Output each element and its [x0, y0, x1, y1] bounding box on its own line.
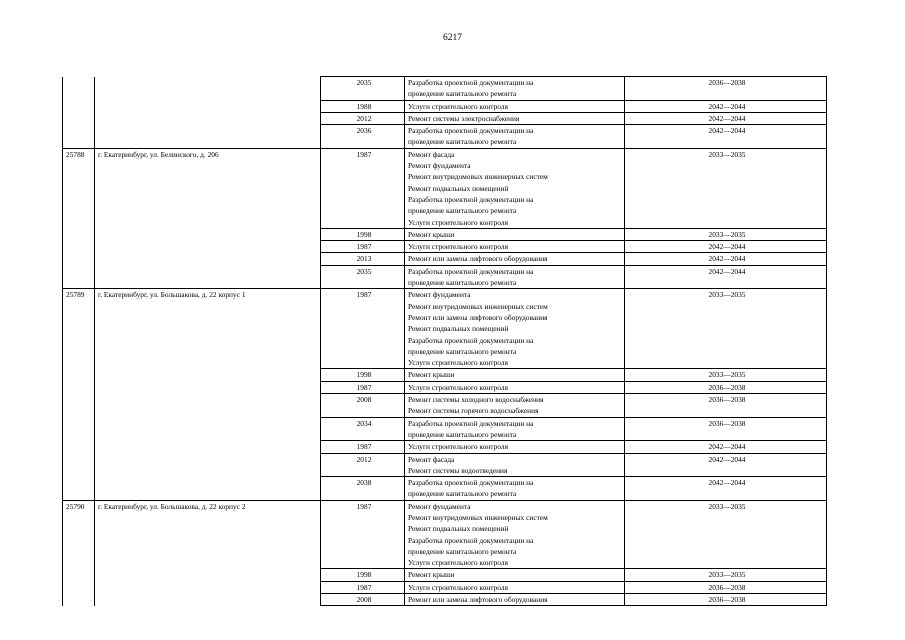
planned-period-cell: 2033—2035 [625, 369, 827, 381]
works-cell [405, 500, 625, 569]
year-cell: 1987 [321, 381, 405, 393]
work-item: Ремонт системы горячего водоснабжения [408, 406, 539, 416]
address-cell [95, 381, 321, 393]
year-cell: 1987 [321, 500, 405, 569]
work-item: Ремонт внутридомовых инженерных систем [408, 512, 548, 522]
work-item: Ремонт внутридомовых инженерных систем [408, 301, 548, 311]
year-cell: 2008 [321, 394, 405, 418]
year-cell: 2012 [321, 453, 405, 477]
work-item: проведение капитального ремонта [408, 206, 517, 216]
work-item: Услуги строительного контроля [408, 382, 508, 392]
house-id-cell [63, 253, 95, 265]
table-row [63, 369, 827, 381]
work-item: Разработка проектной документации на [408, 478, 534, 488]
house-id-cell [63, 112, 95, 124]
work-item: Разработка проектной документации на [408, 194, 534, 204]
house-id-cell [63, 594, 95, 606]
work-item: Ремонт фундамента [408, 501, 471, 511]
works-cell [405, 381, 625, 393]
planned-period-cell: 2033—2035 [625, 148, 827, 228]
address-cell [95, 594, 321, 606]
work-item: Ремонт подвальных помещений [408, 524, 509, 534]
works-cell [405, 100, 625, 112]
work-item: Ремонт подвальных помещений [408, 324, 509, 334]
address-cell [95, 477, 321, 501]
table-row [63, 77, 827, 101]
work-item: Ремонт системы холодного водоснабжения [408, 395, 544, 405]
house-id-cell [63, 265, 95, 289]
work-item: Услуги строительного контроля [408, 101, 508, 111]
table-row [63, 265, 827, 289]
works-cell [405, 441, 625, 453]
works-cell [405, 241, 625, 253]
works-cell [405, 453, 625, 477]
work-item: Ремонт фундамента [408, 290, 471, 300]
year-cell: 1987 [321, 148, 405, 228]
work-item: Ремонт или замена лифтового оборудования [408, 312, 548, 322]
address-cell [95, 241, 321, 253]
table-row [63, 289, 827, 369]
works-cell [405, 148, 625, 228]
works-cell [405, 581, 625, 593]
planned-period-cell: 2036—2038 [625, 581, 827, 593]
year-cell: 1998 [321, 228, 405, 240]
year-cell: 1998 [321, 369, 405, 381]
address-cell: г. Екатеринбург, ул. Белинского, д. 206 [95, 148, 321, 228]
work-item: Ремонт или замена лифтового оборудования [408, 254, 548, 264]
works-cell [405, 289, 625, 369]
work-item: Ремонт крыши [408, 229, 455, 239]
work-item: Услуги строительного контроля [408, 558, 508, 568]
works-cell [405, 417, 625, 441]
work-item: проведение капитального ремонта [408, 546, 517, 556]
address-cell [95, 417, 321, 441]
address-cell [95, 253, 321, 265]
year-cell: 1987 [321, 581, 405, 593]
year-cell: 1998 [321, 569, 405, 581]
works-cell [405, 228, 625, 240]
works-cell [405, 112, 625, 124]
house-id-cell: 25790 [63, 500, 95, 569]
year-cell: 2035 [321, 265, 405, 289]
table-row [63, 125, 827, 149]
planned-period-cell: 2033—2035 [625, 569, 827, 581]
work-item: Ремонт подвальных помещений [408, 183, 509, 193]
planned-period-cell: 2033—2035 [625, 289, 827, 369]
planned-period-cell: 2036—2038 [625, 417, 827, 441]
house-id-cell [63, 381, 95, 393]
planned-period-cell: 2033—2035 [625, 500, 827, 569]
works-cell [405, 265, 625, 289]
address-cell [95, 569, 321, 581]
house-id-cell [63, 477, 95, 501]
works-cell [405, 253, 625, 265]
work-item: Ремонт фундамента [408, 161, 471, 171]
table-row [63, 253, 827, 265]
table-row [63, 381, 827, 393]
address-cell [95, 265, 321, 289]
work-item: проведение капитального ремонта [408, 278, 517, 288]
year-cell: 2034 [321, 417, 405, 441]
table-row [63, 441, 827, 453]
year-cell: 2008 [321, 594, 405, 606]
year-cell: 2038 [321, 477, 405, 501]
work-item: Разработка проектной документации на [408, 78, 534, 87]
planned-period-cell: 2036—2038 [625, 594, 827, 606]
address-cell [95, 441, 321, 453]
house-id-cell [63, 394, 95, 418]
works-cell [405, 369, 625, 381]
work-item: Ремонт или замена лифтового оборудования [408, 595, 548, 605]
work-item: Разработка проектной документации на [408, 266, 534, 276]
address-cell [95, 369, 321, 381]
house-id-cell: 25788 [63, 148, 95, 228]
table-body [63, 77, 827, 606]
address-cell [95, 228, 321, 240]
work-item: Ремонт фасада [408, 454, 455, 464]
address-cell [95, 100, 321, 112]
year-cell: 2013 [321, 253, 405, 265]
work-item: проведение капитального ремонта [408, 137, 517, 147]
planned-period-cell: 2036—2038 [625, 394, 827, 418]
capital-repair-table [62, 76, 827, 606]
planned-period-cell: 2036—2038 [625, 381, 827, 393]
work-item: Услуги строительного контроля [408, 582, 508, 592]
house-id-cell [63, 228, 95, 240]
works-cell [405, 477, 625, 501]
house-id-cell [63, 453, 95, 477]
table-row [63, 394, 827, 418]
address-cell: г. Екатеринбург, ул. Большакова, д. 22 корпус 1 [95, 289, 321, 369]
address-cell [95, 77, 321, 101]
planned-period-cell: 2042—2044 [625, 453, 827, 477]
planned-period-cell: 2042—2044 [625, 477, 827, 501]
address-cell [95, 581, 321, 593]
work-item: Ремонт внутридомовых инженерных систем [408, 172, 548, 182]
year-cell: 2012 [321, 112, 405, 124]
planned-period-cell: 2042—2044 [625, 265, 827, 289]
address-cell [95, 453, 321, 477]
year-cell: 1987 [321, 241, 405, 253]
planned-period-cell: 2042—2044 [625, 112, 827, 124]
year-cell: 1987 [321, 289, 405, 369]
works-cell [405, 125, 625, 149]
work-item: Разработка проектной документации на [408, 335, 534, 345]
house-id-cell: 25789 [63, 289, 95, 369]
work-item: Разработка проектной документации на [408, 126, 534, 136]
table-row [63, 148, 827, 228]
work-item: проведение капитального ремонта [408, 489, 517, 499]
year-cell: 1987 [321, 441, 405, 453]
table-row [63, 228, 827, 240]
table-row [63, 112, 827, 124]
house-id-cell [63, 241, 95, 253]
work-item: Ремонт системы электроснабжения [408, 113, 520, 123]
work-item: Ремонт системы водоотведения [408, 465, 508, 475]
planned-period-cell: 2042—2044 [625, 125, 827, 149]
work-item: Разработка проектной документации на [408, 535, 534, 545]
work-item: Ремонт крыши [408, 370, 455, 380]
house-id-cell [63, 77, 95, 101]
work-item: Услуги строительного контроля [408, 217, 508, 227]
page-number: 6217 [443, 33, 462, 43]
house-id-cell [63, 369, 95, 381]
planned-period-cell: 2042—2044 [625, 253, 827, 265]
works-cell [405, 394, 625, 418]
planned-period-cell: 2042—2044 [625, 100, 827, 112]
work-item: Разработка проектной документации на [408, 418, 534, 428]
house-id-cell [63, 569, 95, 581]
table-row [63, 100, 827, 112]
planned-period-cell: 2042—2044 [625, 241, 827, 253]
work-item: Ремонт фасада [408, 149, 455, 159]
works-cell [405, 569, 625, 581]
year-cell: 2036 [321, 125, 405, 149]
work-item: Услуги строительного контроля [408, 442, 508, 452]
house-id-cell [63, 417, 95, 441]
house-id-cell [63, 125, 95, 149]
table-row [63, 500, 827, 569]
work-item: проведение капитального ремонта [408, 346, 517, 356]
work-item: проведение капитального ремонта [408, 89, 517, 99]
year-cell: 2035 [321, 77, 405, 101]
address-cell [95, 112, 321, 124]
house-id-cell [63, 581, 95, 593]
table-row [63, 241, 827, 253]
address-cell [95, 125, 321, 149]
works-cell [405, 77, 625, 101]
work-item: проведение капитального ремонта [408, 429, 517, 439]
address-cell: г. Екатеринбург, ул. Большакова, д. 22 корпус 2 [95, 500, 321, 569]
table-row [63, 477, 827, 501]
table-row [63, 417, 827, 441]
planned-period-cell: 2033—2035 [625, 228, 827, 240]
work-item: Ремонт крыши [408, 570, 455, 580]
planned-period-cell: 2042—2044 [625, 441, 827, 453]
house-id-cell [63, 100, 95, 112]
work-item: Услуги строительного контроля [408, 358, 508, 368]
table-row [63, 569, 827, 581]
house-id-cell [63, 441, 95, 453]
table-row [63, 453, 827, 477]
year-cell: 1988 [321, 100, 405, 112]
table-row [63, 581, 827, 593]
work-item: Услуги строительного контроля [408, 242, 508, 252]
table-row [63, 594, 827, 606]
works-cell [405, 594, 625, 606]
address-cell [95, 394, 321, 418]
planned-period-cell: 2036—2038 [625, 77, 827, 101]
